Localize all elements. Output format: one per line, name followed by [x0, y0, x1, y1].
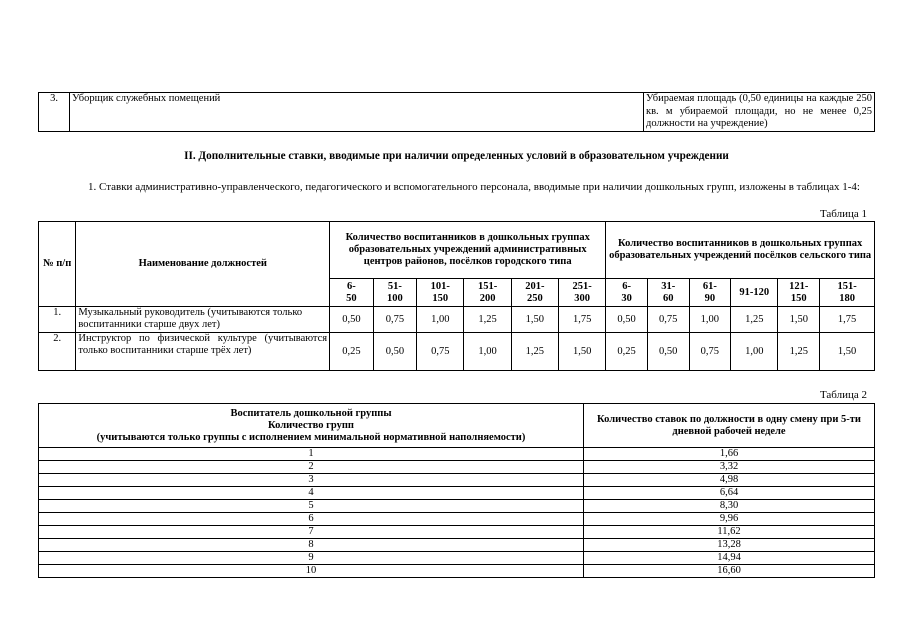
position-name: Музыкальный руководитель (учитываются только воспитанники старше двух лет) [76, 307, 330, 333]
groups-cell: 5 [39, 500, 584, 513]
range-city-3: 151- 200 [464, 279, 511, 307]
rate-cell: 4,98 [584, 474, 875, 487]
rate-cell: 0,75 [689, 333, 731, 371]
group-rural-header: Количество воспитанников в дошкольных группах образовательных учреждений посёлков сельского типа [606, 222, 875, 279]
table-row [39, 565, 875, 578]
range-rural-1: 31- 60 [647, 279, 689, 307]
table-row [39, 487, 875, 500]
row-number: 3. [39, 93, 70, 132]
rate-cell: 1,00 [417, 307, 464, 333]
rate-cell: 1,66 [584, 448, 875, 461]
groups-cell: 1 [39, 448, 584, 461]
rate-cell: 0,50 [373, 333, 417, 371]
rate-cell: 0,50 [606, 307, 648, 333]
rate-cell: 1,50 [778, 307, 820, 333]
range-rural-4: 121- 150 [778, 279, 820, 307]
groups-cell: 2 [39, 461, 584, 474]
group-city-header: Количество воспитанников в дошкольных группах образовательных учреждений административных центров районов, посёлков городского типа [330, 222, 606, 279]
rate-cell: 1,00 [689, 307, 731, 333]
continuation-table [38, 92, 875, 132]
rate-cell: 1,50 [511, 307, 558, 333]
range-rural-2: 61- 90 [689, 279, 731, 307]
rate-cell: 0,50 [330, 307, 374, 333]
groups-cell: 6 [39, 513, 584, 526]
groups-cell: 7 [39, 526, 584, 539]
rate-cell: 8,30 [584, 500, 875, 513]
rate-cell: 0,50 [647, 333, 689, 371]
row-number: 1. [39, 307, 76, 333]
intro-paragraph: 1. Ставки административно-управленческого, педагогического и вспомогательного персонала, вводимые при наличии дошкольных групп, изложены в таблицах 1-4: [88, 181, 860, 193]
section-heading: II. Дополнительные ставки, вводимые при наличии определенных условий в образовательном учреждении [184, 150, 729, 162]
rate-cell: 11,62 [584, 526, 875, 539]
table-row [39, 513, 875, 526]
groups-cell: 8 [39, 539, 584, 552]
table-row [39, 474, 875, 487]
rate-cell: 0,75 [647, 307, 689, 333]
col-name-header: Наименование должностей [76, 222, 330, 307]
rate-cell: 1,00 [731, 333, 778, 371]
range-city-0: 6- 50 [330, 279, 374, 307]
table2 [38, 403, 875, 578]
table-row [39, 93, 875, 132]
range-city-2: 101- 150 [417, 279, 464, 307]
rate-cell: 1,00 [464, 333, 511, 371]
groups-header-subtitle: Количество групп [268, 419, 354, 431]
col-num-header: № п/п [39, 222, 76, 307]
table2-body [39, 448, 875, 578]
position-name: Уборщик служебных помещений [70, 93, 644, 132]
groups-cell: 4 [39, 487, 584, 500]
range-rural-3: 91-120 [731, 279, 778, 307]
rate-cell: 1,75 [820, 307, 875, 333]
position-description: Убираемая площадь (0,50 единицы на каждые 250 кв. м убираемой площади, но не менее 0,25 должности на учреждение) [644, 93, 875, 132]
rate-cell: 0,75 [417, 333, 464, 371]
rate-cell: 9,96 [584, 513, 875, 526]
table1 [38, 221, 875, 371]
rate-cell: 0,25 [606, 333, 648, 371]
rate-cell: 1,50 [558, 333, 605, 371]
table-row [39, 307, 875, 333]
range-city-1: 51- 100 [373, 279, 417, 307]
range-rural-5: 151- 180 [820, 279, 875, 307]
table-row [39, 448, 875, 461]
table-row [39, 539, 875, 552]
table-row [39, 461, 875, 474]
table1-header-row [39, 222, 875, 279]
table-row [39, 500, 875, 513]
table-row [39, 333, 875, 371]
groups-header [39, 404, 584, 448]
groups-cell: 10 [39, 565, 584, 578]
table2-caption: Таблица 2 [819, 389, 867, 401]
rate-cell: 1,75 [558, 307, 605, 333]
groups-cell: 3 [39, 474, 584, 487]
rate-cell: 0,75 [373, 307, 417, 333]
range-city-4: 201- 250 [511, 279, 558, 307]
rate-cell: 14,94 [584, 552, 875, 565]
rate-cell: 1,25 [778, 333, 820, 371]
rate-cell: 1,25 [731, 307, 778, 333]
groups-cell: 9 [39, 552, 584, 565]
row-number: 2. [39, 333, 76, 371]
rate-cell: 3,32 [584, 461, 875, 474]
range-city-5: 251- 300 [558, 279, 605, 307]
table-row [39, 526, 875, 539]
groups-header-note: (учитываются только группы с исполнением минимальной нормативной наполняемости) [96, 431, 526, 443]
position-name: Инструктор по физической культуре (учитываются только воспитанники старше трёх лет) [76, 333, 330, 371]
rate-cell: 1,50 [820, 333, 875, 371]
rates-header: Количество ставок по должности в одну смену при 5-ти дневной рабочей неделе [584, 404, 875, 448]
rate-cell: 1,25 [511, 333, 558, 371]
rate-cell: 16,60 [584, 565, 875, 578]
groups-header-title: Воспитатель дошкольной группы [230, 407, 392, 419]
rate-cell: 1,25 [464, 307, 511, 333]
range-rural-0: 6- 30 [606, 279, 648, 307]
rate-cell: 6,64 [584, 487, 875, 500]
table1-caption: Таблица 1 [819, 208, 867, 220]
rate-cell: 0,25 [330, 333, 374, 371]
table2-header-row [39, 404, 875, 448]
rate-cell: 13,28 [584, 539, 875, 552]
table-row [39, 552, 875, 565]
